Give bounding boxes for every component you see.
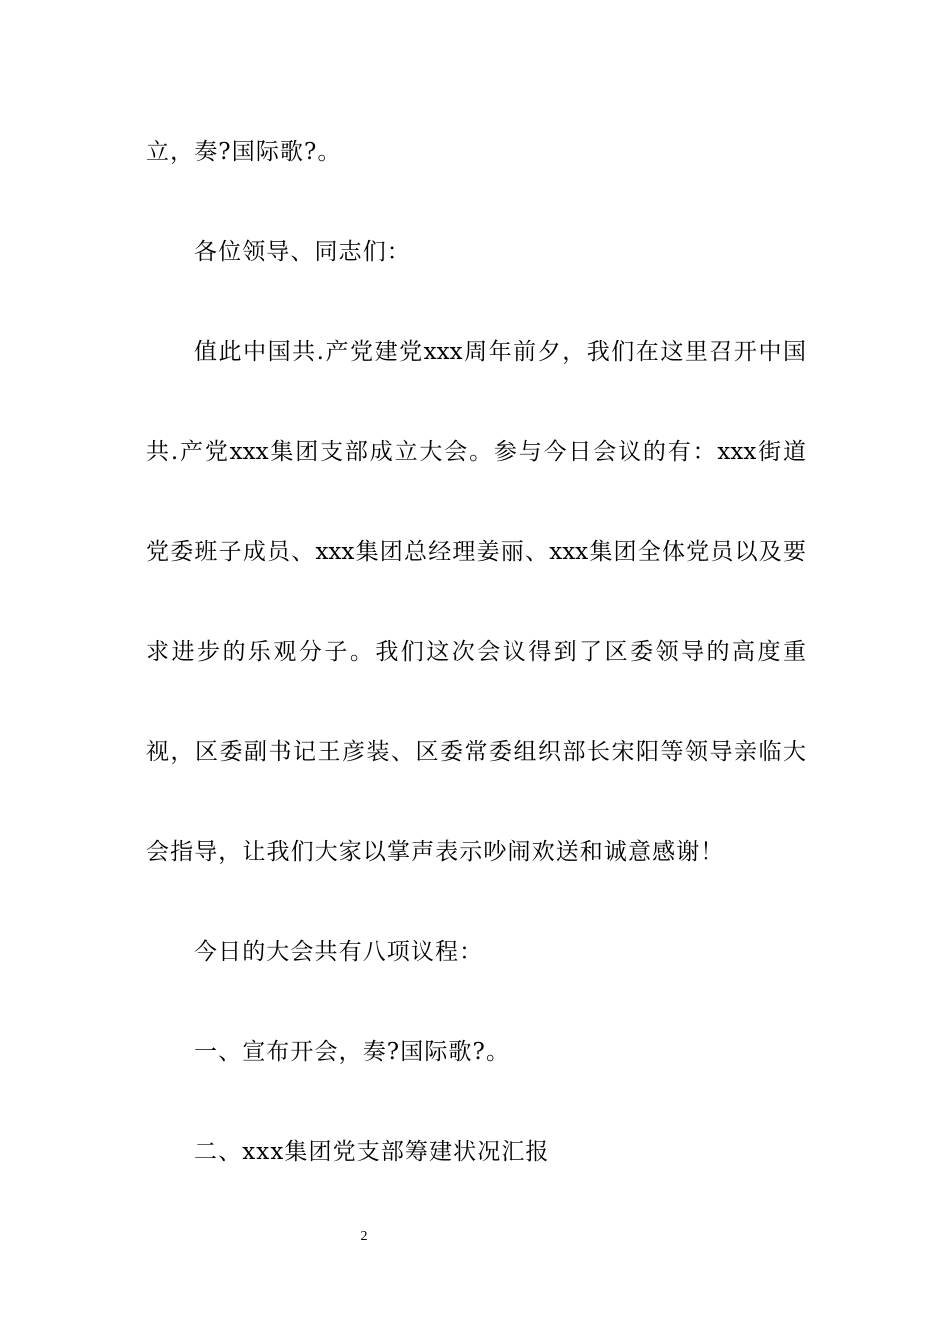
text-line: 党委班子成员、xxx集团总经理姜丽、xxx集团全体党员以及要: [146, 539, 806, 565]
agenda-intro-line: 今日的大会共有八项议程：: [194, 939, 484, 965]
text-line: 立，奏?国际歌?。: [146, 139, 342, 165]
agenda-item: 二、xxx集团党支部筹建状况汇报: [194, 1139, 550, 1165]
agenda-item: 一、宣布开会，奏?国际歌?。: [194, 1039, 511, 1065]
page-number: 2: [360, 1229, 368, 1244]
text-line: 视，区委副书记王彦装、区委常委组织部长宋阳等领导亲临大: [146, 739, 806, 765]
text-line: 会指导，让我们大家以掌声表示吵闹欢送和诚意感谢！: [146, 839, 725, 865]
salutation-line: 各位领导、同志们：: [194, 239, 411, 265]
text-line: 求进步的乐观分子。我们这次会议得到了区委领导的高度重: [146, 639, 806, 665]
text-line: 共.产党xxx集团支部成立大会。参与今日会议的有：xxx街道: [146, 439, 806, 465]
text-line: 值此中国共.产党建党xxx周年前夕，我们在这里召开中国: [194, 339, 806, 365]
